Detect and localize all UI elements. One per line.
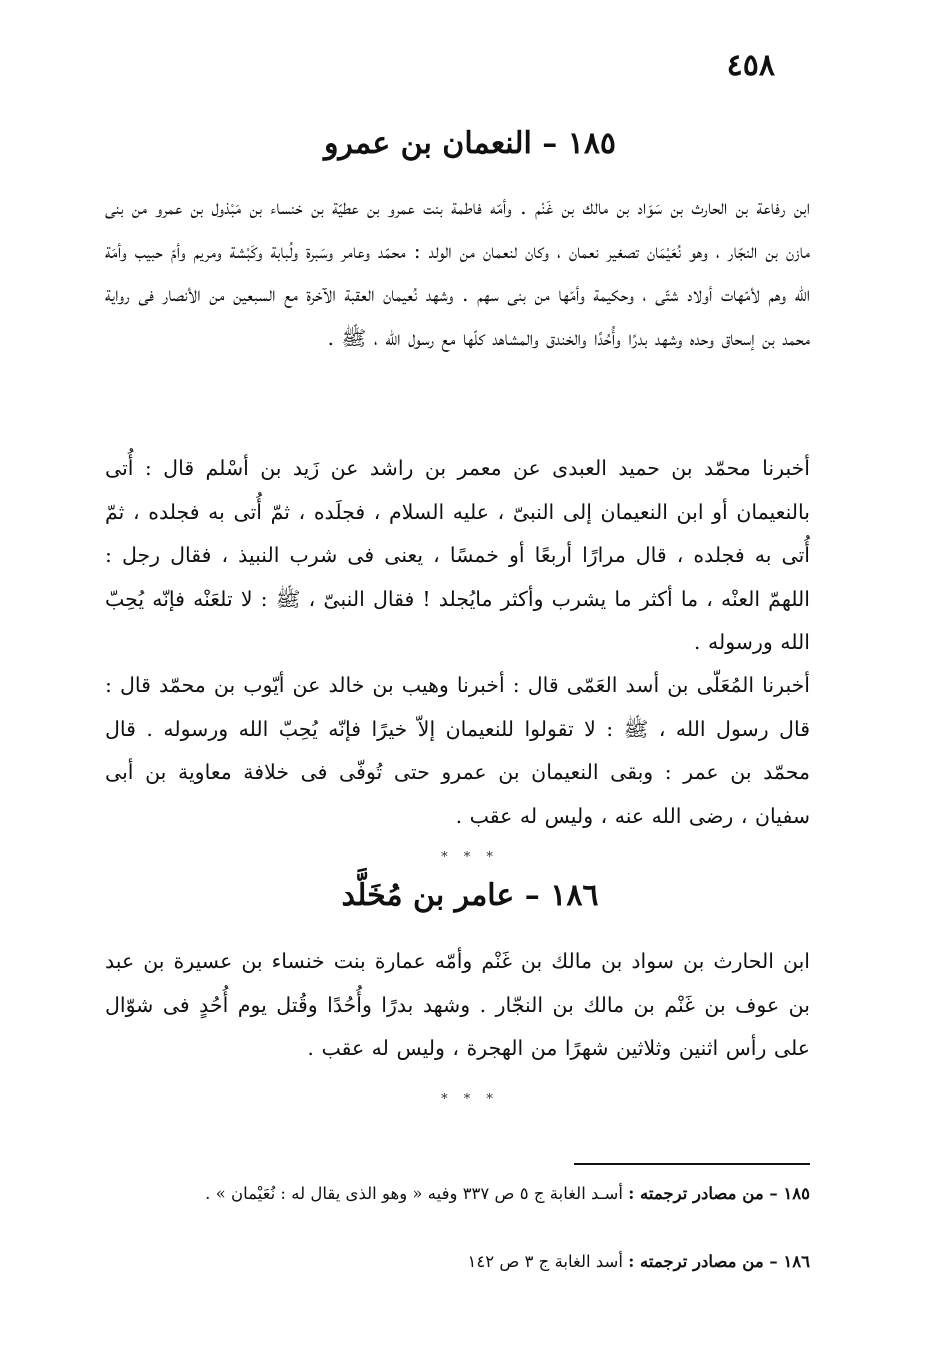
footnote-divider bbox=[574, 1163, 810, 1165]
entry-185-paragraph-3: أخبرنا المُعَلّى بن أسد العَمّى قال : أخبرنا وهيب بن خالد عن أيّوب بن محمّد قال : قال رسول الله ، ﷺ : لا تقولوا للنعيمان إلاّ خيرًا فإنّه يُحِبّ الله ورسوله . قال محمّد بن عمر : وبقى النعيمان بن عمرو حتى تُوفّى فى خلافة معاوية بن أبى سفيان ، رضى الله عنه ، وليس له عقب . bbox=[105, 673, 810, 828]
page-number: ٤٥٨ bbox=[726, 48, 775, 83]
footnote-186-lead: ١٨٦ – من مصادر ترجمته : bbox=[628, 1252, 810, 1271]
footnote-186-text: أسد الغابة ج ٣ ص ١٤٢ bbox=[467, 1252, 629, 1271]
footnote-186 bbox=[100, 1244, 810, 1280]
section-separator-end: * * * bbox=[441, 1092, 499, 1107]
entry-185-paragraph-2: أخبرنا محمّد بن حميد العبدى عن معمر بن راشد عن زَيد بن أسْلم قال : أُتى بالنعيمان أو ابن النعيمان إلى النبىّ ، عليه السلام ، فجلَده ، ثمّ أُتى به فجلده ، ثمّ أُتى به فجلده ، قال مرارًا أربعًا أو خمسًا ، يعنى فى شرب النبيذ ، فقال رجل : اللهمّ العنْه ، ما أكثر ما يشرب وأكثر مايُجلد ! فقال النبىّ ، ﷺ : لا تلعَنْه فإنّه يُحِبّ الله ورسوله . bbox=[105, 456, 810, 655]
footnote-185-text: أسـد الغابة ج ٥ ص ٣٣٧ وفيه « وهو الذى يقال له : نُعَيْمان » . bbox=[205, 1184, 629, 1203]
footnote-185-lead: ١٨٥ – من مصادر ترجمته : bbox=[628, 1184, 810, 1203]
entry-title-185: ١٨٥ – النعمان بن عمرو bbox=[323, 126, 617, 161]
footnote-185 bbox=[100, 1176, 810, 1212]
entry-title-186: ١٨٦ – عامر بن مُخَلَّد bbox=[341, 878, 599, 913]
section-separator: * * * bbox=[441, 850, 499, 865]
entry-186-paragraph-1: ابن الحارث بن سواد بن مالك بن غَنْم وأمّه عمارة بنت خنساء بن عسيرة بن عبد بن عوف بن غَنْم بن مالك بن النجّار . وشهد بدرًا وأُحُدًا وقُتل يوم أُحُدٍ فى شوّال على رأس اثنين وثلاثين شهرًا من الهجرة ، وليس له عقب . bbox=[105, 949, 810, 1061]
entry-185-paragraph-1: ابن رفاعة بن الحارث بن سَوَاد بن مالك بن غَنْم . وأمّه فاطمة بنت عمرو بن عطيّة بن خنساء بن مَبْذول بن عمرو من بنى مازن بن النجّار ، وهو نُعَيْمَان تصغير نعمان ، وكان لنعمان من الولد : محمّد وعامر وسَبرة ولُبابة وكَبْشة ومريم وأمّ حبيب وأمَة الله وهم لأمّهات أولاد شتّى ، وحكيمة وأمّها من بنى سهم . وشهد نُعيمان العقبة الآخرة مع السبعين من الأنصار فى رواية محمد بن إسحاق وحده وشهد بدرًا وأُحُدًا والخندق والمشاهد كلّها مع رسول الله ، ﷺ . bbox=[105, 195, 810, 350]
